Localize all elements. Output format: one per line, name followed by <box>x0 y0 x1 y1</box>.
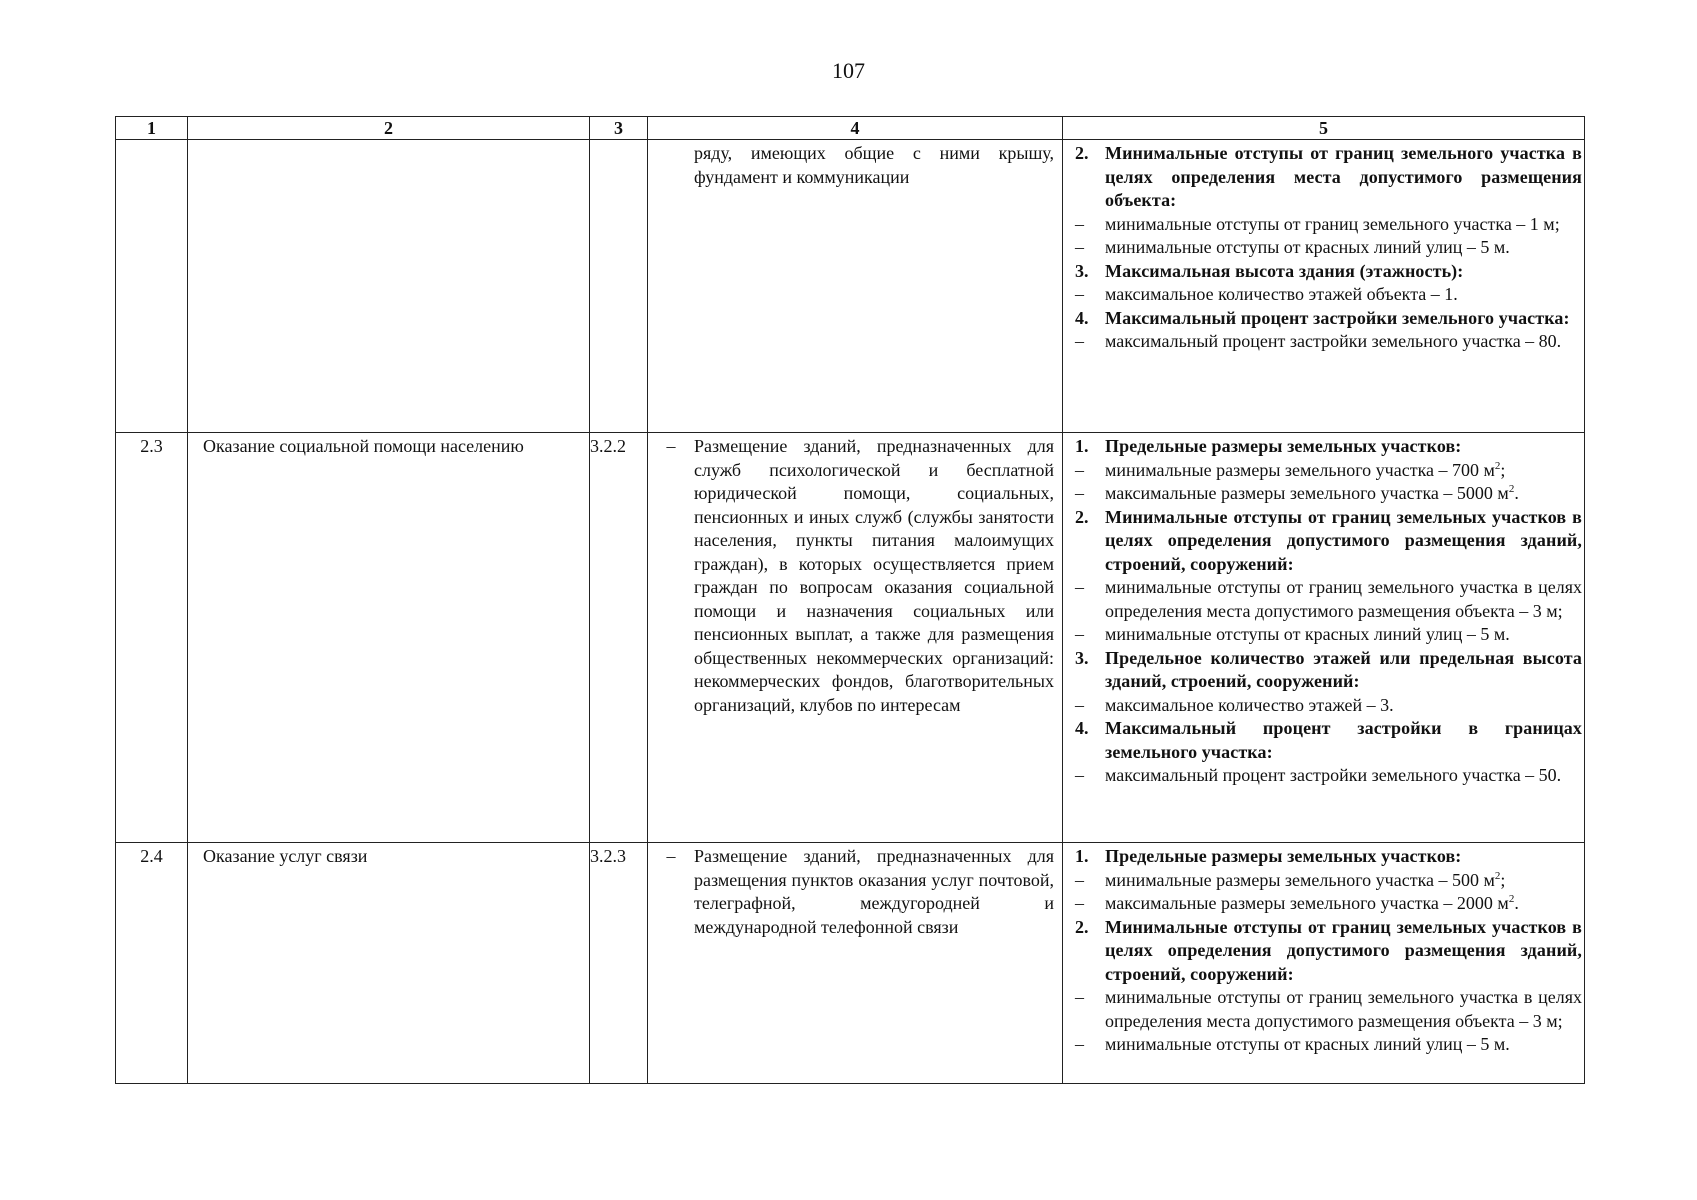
header-col-4: 4 <box>648 117 1063 140</box>
row-code-cell: 3.2.3 <box>590 843 648 1084</box>
row-name-cell <box>188 140 590 433</box>
parameter-text-main: максимальное количество этажей объекта – 1. <box>1105 284 1458 304</box>
row-code-cell <box>590 140 648 433</box>
dash-marker: – <box>666 436 676 456</box>
parameter-text <box>1105 142 1582 213</box>
parameter-heading <box>1075 506 1582 577</box>
dash-marker: – <box>1075 893 1084 913</box>
table-row <box>116 140 1585 433</box>
row-name-cell: Оказание услуг связи <box>188 843 590 1084</box>
parameter-value <box>1075 623 1582 647</box>
parameter-text <box>1105 916 1582 987</box>
table-body <box>116 140 1585 1084</box>
parameter-value <box>1075 482 1582 506</box>
superscript: 2 <box>1508 483 1515 495</box>
description-text: ряду, имеющих общие с ними крышу, фундамент и коммуникации <box>694 143 1054 187</box>
header-col-3: 3 <box>590 117 648 140</box>
dash-marker: – <box>1075 284 1084 304</box>
parameter-text-main: минимальные отступы от границ земельного участка в целях определения места допустимого размещения объекта – 3 м; <box>1105 987 1582 1031</box>
parameter-text-main: минимальные отступы от красных линий улиц – 5 м. <box>1105 624 1510 644</box>
row-description-cell <box>648 140 1063 433</box>
number-marker: 2. <box>1075 506 1089 527</box>
dash-marker: – <box>1075 459 1084 480</box>
parameter-value <box>1075 1033 1582 1057</box>
number-marker: 3. <box>1075 647 1089 668</box>
parameter-text-main: максимальный процент застройки земельного участка – 80. <box>1105 331 1562 351</box>
parameter-heading <box>1075 307 1582 331</box>
parameter-value <box>1075 213 1582 237</box>
dash-marker: – <box>1075 1034 1084 1054</box>
row-number-cell: 2.4 <box>116 843 188 1084</box>
parameter-heading <box>1075 260 1582 284</box>
parameter-text-main: Максимальный процент застройки в границах земельного участка: <box>1105 718 1582 762</box>
parameter-text <box>1105 506 1582 577</box>
dash-marker: – <box>1075 237 1084 257</box>
description-text: Размещение зданий, предназначенных для размещения пунктов оказания услуг почтовой, телеграфной, междугородней и международной телефонной связи <box>694 846 1054 937</box>
dash-marker: – <box>1075 331 1084 351</box>
parameter-text-main: Предельные размеры земельных участков: <box>1105 436 1462 456</box>
number-marker: 1. <box>1075 436 1089 456</box>
parameter-text-suffix: ; <box>1500 459 1506 480</box>
header-col-5: 5 <box>1063 117 1585 140</box>
row-description-cell <box>648 843 1063 1084</box>
parameter-text <box>1105 623 1582 647</box>
parameter-text <box>1105 435 1582 459</box>
number-marker: 2. <box>1075 143 1089 163</box>
parameter-heading <box>1075 916 1582 987</box>
row-parameters-cell <box>1063 843 1585 1084</box>
parameter-text-main: минимальные отступы от границ земельного участка в целях определения места допустимого размещения объекта – 3 м; <box>1105 577 1582 621</box>
description-line <box>648 845 1054 939</box>
parameter-heading <box>1075 647 1582 694</box>
number-marker: 3. <box>1075 260 1089 281</box>
parameter-text-main: Максимальная высота здания (этажность): <box>1105 260 1464 281</box>
superscript: 2 <box>1508 893 1515 905</box>
parameter-text <box>1105 283 1582 307</box>
parameter-text <box>1105 236 1582 260</box>
parameter-text <box>1105 482 1582 506</box>
parameter-value <box>1075 764 1582 788</box>
regulations-table <box>115 116 1585 1084</box>
parameter-text <box>1105 647 1582 694</box>
parameter-text-main: максимальные размеры земельного участка – 5000 м <box>1105 483 1509 503</box>
parameter-text-main: Минимальные отступы от границ земельных участков в целях определения допустимого размещения зданий, строений, сооружений: <box>1105 506 1582 574</box>
parameter-text-suffix: . <box>1514 483 1519 503</box>
table-row <box>116 843 1585 1084</box>
parameter-text <box>1105 986 1582 1033</box>
parameter-text-main: Минимальные отступы от границ земельных участков в целях определения допустимого размещения зданий, строений, сооружений: <box>1105 916 1582 984</box>
row-name-cell: Оказание социальной помощи населению <box>188 433 590 843</box>
parameter-text-suffix: . <box>1514 893 1519 913</box>
parameter-text-main: минимальные размеры земельного участка – 700 м <box>1105 459 1495 480</box>
parameter-text-main: минимальные отступы от границ земельного участка – 1 м; <box>1105 213 1560 234</box>
parameter-text <box>1105 717 1582 764</box>
number-marker: 4. <box>1075 307 1089 328</box>
header-col-2: 2 <box>188 117 590 140</box>
number-marker: 1. <box>1075 846 1089 866</box>
parameter-value <box>1075 694 1582 718</box>
parameter-text-main: максимальное количество этажей – 3. <box>1105 694 1394 715</box>
parameter-value <box>1075 986 1582 1033</box>
row-code-cell: 3.2.2 <box>590 433 648 843</box>
number-marker: 4. <box>1075 718 1089 738</box>
dash-marker: – <box>1075 577 1084 597</box>
parameter-text <box>1105 869 1582 893</box>
parameter-text <box>1105 1033 1582 1057</box>
parameter-text <box>1105 845 1582 869</box>
parameter-text <box>1105 459 1582 483</box>
parameter-value <box>1075 236 1582 260</box>
parameter-text-main: максимальные размеры земельного участка – 2000 м <box>1105 893 1509 913</box>
parameter-text-main: минимальные размеры земельного участка – 500 м <box>1105 869 1495 890</box>
parameter-text <box>1105 330 1582 354</box>
parameter-text-main: Минимальные отступы от границ земельного участка в целях определения места допустимого размещения объекта: <box>1105 143 1582 210</box>
parameter-text-main: максимальный процент застройки земельного участка – 50. <box>1105 765 1562 785</box>
dash-marker: – <box>1075 213 1084 234</box>
table-header-row <box>116 117 1585 140</box>
dash-marker: – <box>666 846 676 866</box>
page-number: 107 <box>832 58 865 83</box>
row-number-cell <box>116 140 188 433</box>
parameter-text <box>1105 260 1582 284</box>
dash-marker: – <box>1075 765 1084 785</box>
parameter-text-suffix: ; <box>1500 869 1506 890</box>
parameter-value <box>1075 283 1582 307</box>
parameter-value <box>1075 576 1582 623</box>
parameter-text-main: Предельные размеры земельных участков: <box>1105 846 1462 866</box>
parameter-text <box>1105 694 1582 718</box>
row-description-cell <box>648 433 1063 843</box>
dash-marker: – <box>1075 624 1084 644</box>
parameter-text-main: минимальные отступы от красных линий улиц – 5 м. <box>1105 1034 1510 1054</box>
parameter-heading <box>1075 845 1582 869</box>
row-number-cell: 2.3 <box>116 433 188 843</box>
parameter-value <box>1075 330 1582 354</box>
header-col-1: 1 <box>116 117 188 140</box>
number-marker: 2. <box>1075 916 1089 937</box>
row-parameters-cell <box>1063 140 1585 433</box>
superscript: 2 <box>1494 869 1501 882</box>
parameter-text <box>1105 892 1582 916</box>
parameter-heading <box>1075 435 1582 459</box>
dash-marker: – <box>1075 483 1084 503</box>
parameter-text-main: Предельное количество этажей или предельная высота зданий, строений, сооружений: <box>1105 647 1582 691</box>
description-line <box>648 435 1054 717</box>
parameter-text <box>1105 764 1582 788</box>
parameter-value <box>1075 459 1582 483</box>
dash-marker: – <box>1075 987 1084 1007</box>
parameter-text <box>1105 213 1582 237</box>
parameter-text <box>1105 307 1582 331</box>
parameter-text <box>1105 576 1582 623</box>
parameter-text-main: Максимальный процент застройки земельного участка: <box>1105 307 1570 328</box>
superscript: 2 <box>1494 459 1501 472</box>
dash-marker: – <box>1075 694 1084 715</box>
description-text: Размещение зданий, предназначенных для служб психологической и бесплатной юридической помощи, социальных, пенсионных и иных служб (службы занятости населения, пункты питания малоимущих граждан), в которых осуществляется прием граждан по вопросам оказания социальной помощи и назначения социальных или пенсионных выплат, а также для размещения общественных некоммерческих организаций: некоммерческих фондов, благотворительных организаций, клубов по интересам <box>694 436 1054 715</box>
parameter-heading <box>1075 142 1582 213</box>
parameter-value <box>1075 869 1582 893</box>
table-row <box>116 433 1585 843</box>
parameter-text-main: минимальные отступы от красных линий улиц – 5 м. <box>1105 237 1510 257</box>
dash-marker: – <box>1075 869 1084 890</box>
parameter-value <box>1075 892 1582 916</box>
row-parameters-cell <box>1063 433 1585 843</box>
parameter-heading <box>1075 717 1582 764</box>
